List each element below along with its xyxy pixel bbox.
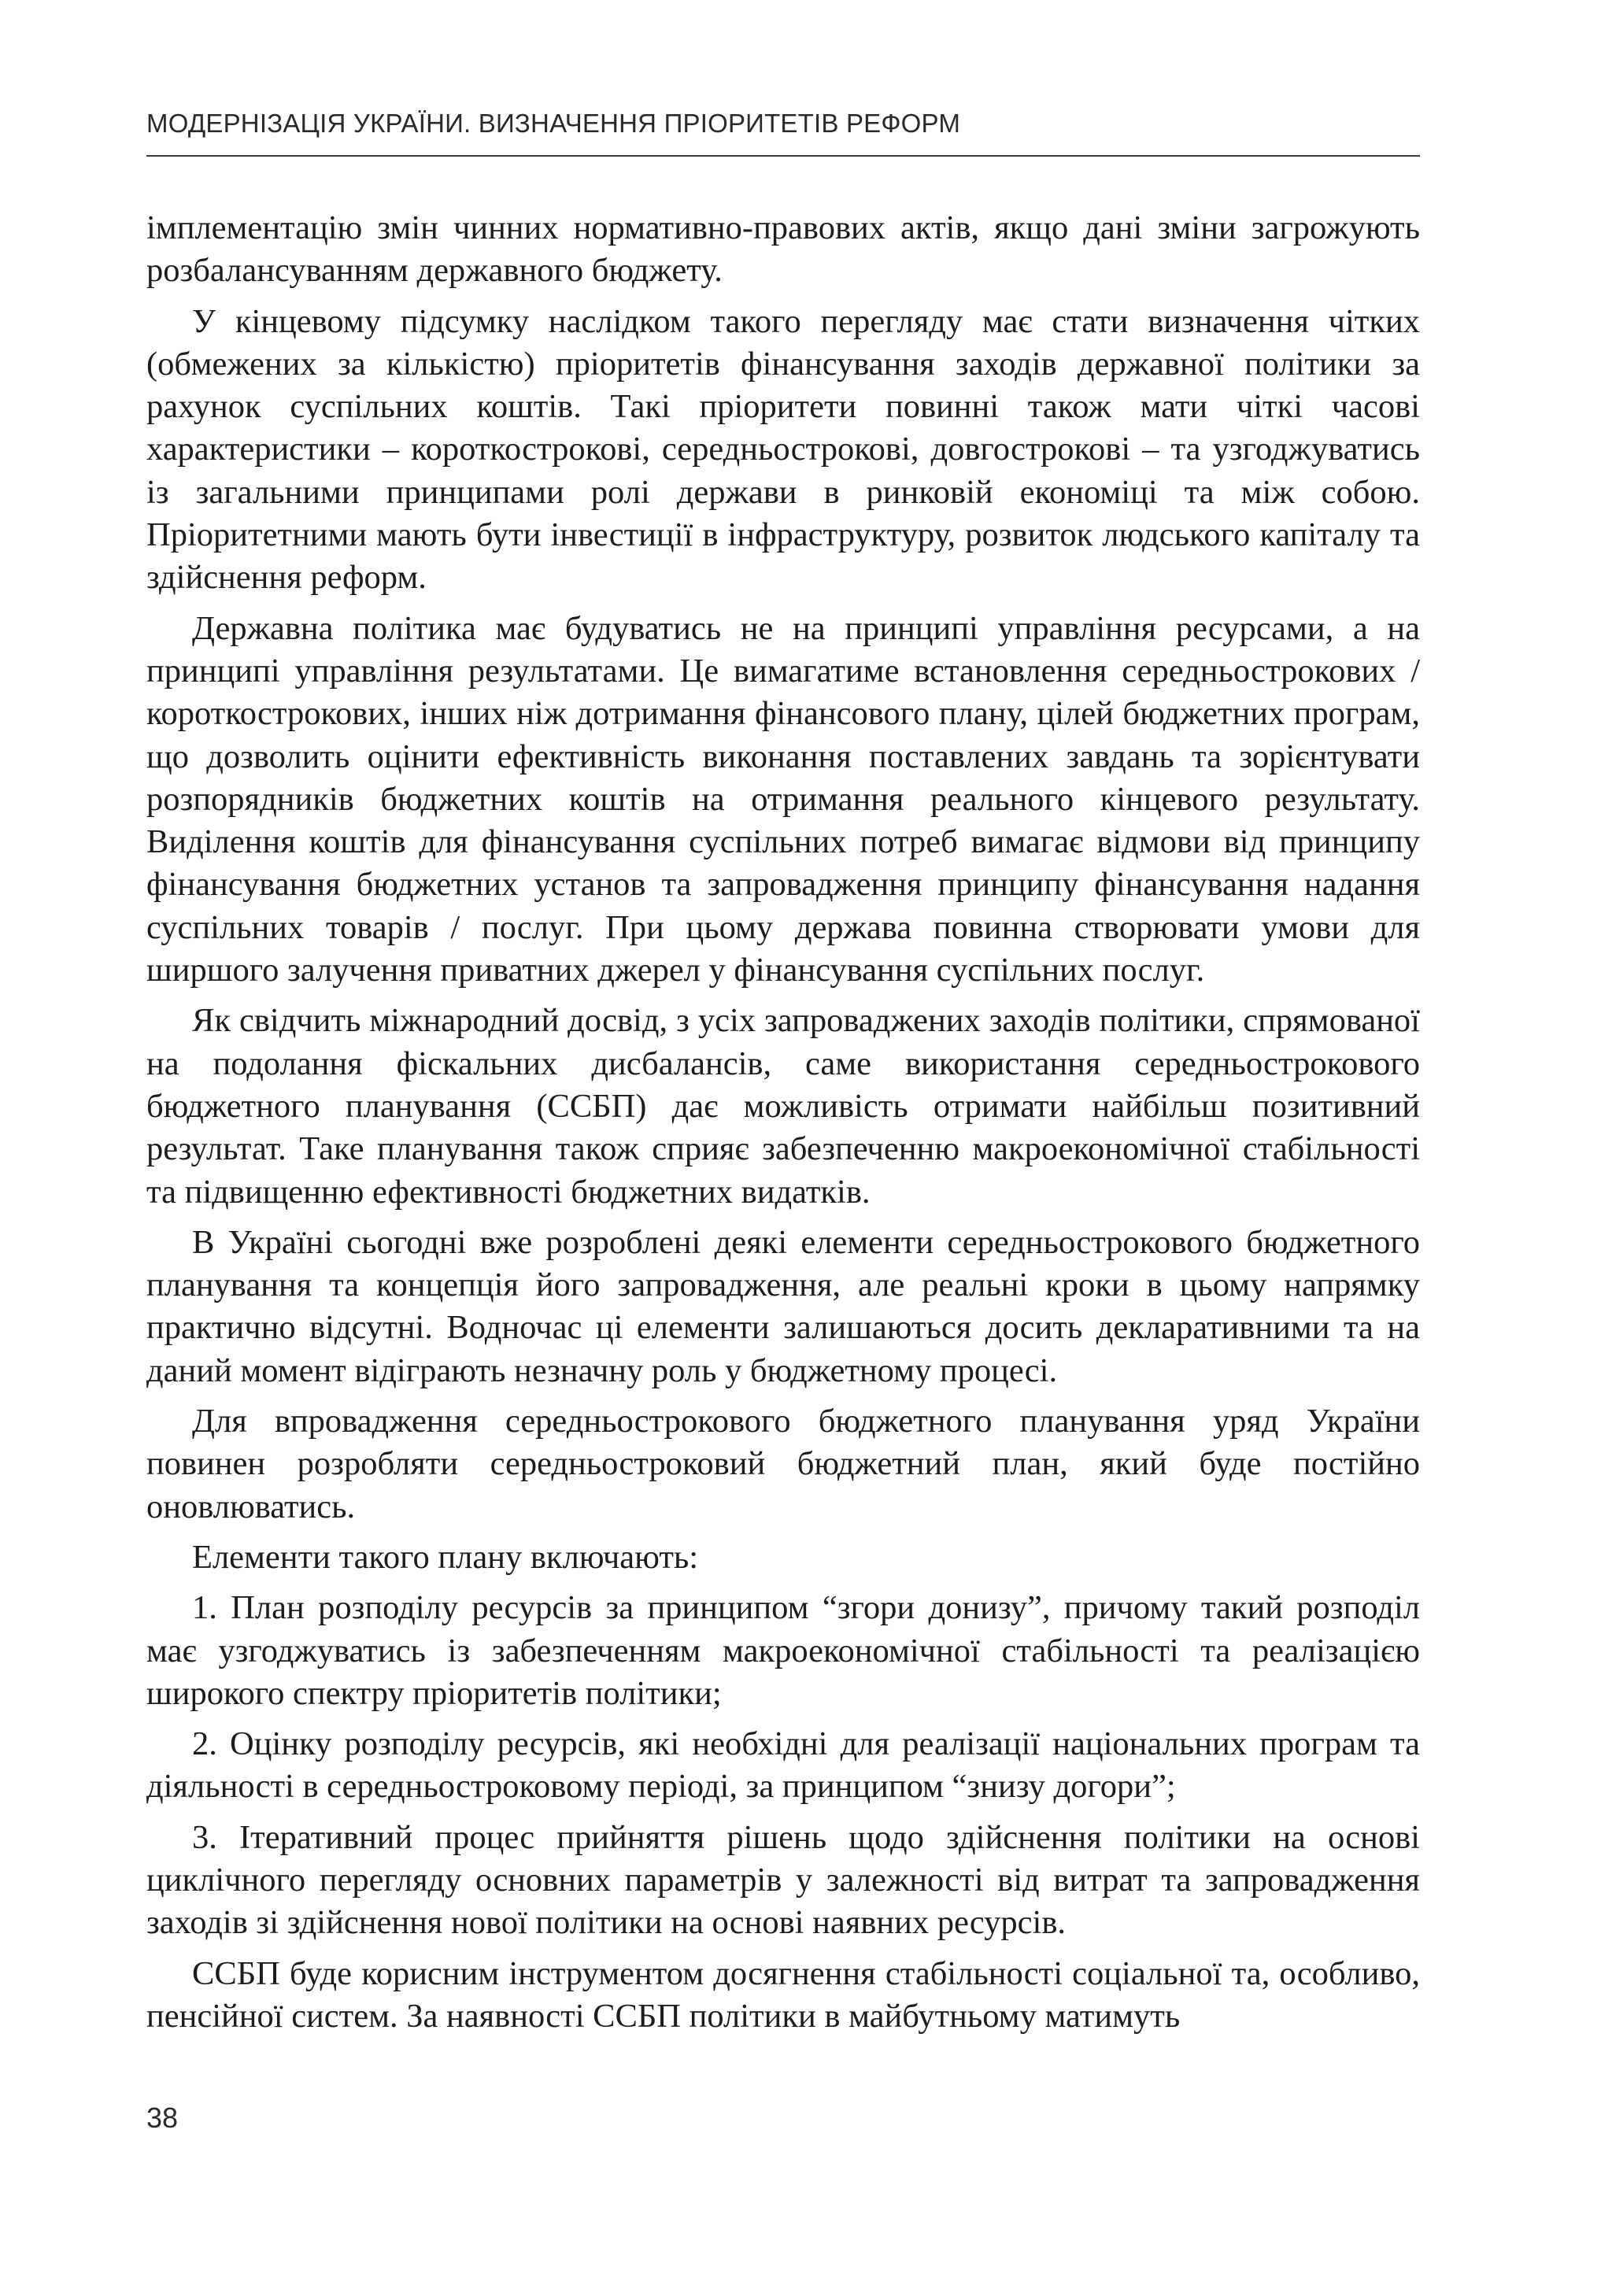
page-body: [146, 207, 1420, 2046]
paragraph: Для впровадження середньострокового бюджетного планування уряд України повинен розробляти середньостроковий бюджетний план, який буде постійно оновлюватись.: [146, 1403, 1420, 1525]
paragraph: Як свідчить міжнародний досвід, з усіх запроваджених заходів політики, спрямованої на подолання фіскальних дисбалансів, саме використання середньострокового бюджетного планування (ССБП) дає можливість отримати найбільш позитивний результат. Таке планування також сприяє забезпеченню макроекономічної стабільності та підвищенню ефективності бюджетних видатків.: [146, 1002, 1420, 1211]
paragraph: Елементи такого плану включають:: [192, 1538, 699, 1576]
list-item: 3. Ітеративний процес прийняття рішень щодо здійснення політики на основі циклічного перегляду основних параметрів у залежності від витрат та запровадження заходів зі здійснення нової політики на основі наявних ресурсів.: [146, 1818, 1420, 1942]
paragraph: ССБП буде корисним інструментом досягнення стабільності соціальної та, особливо, пенсійної систем. За наявності ССБП політики в майбутньому матимуть: [146, 1954, 1420, 2035]
paragraph: В Україні сьогодні вже розроблені деякі елементи середньострокового бюджетного планування та концепція його запровадження, але реальні кроки в цьому напрямку практично відсутні. Водночас ці елементи залишаються досить декларативними та на даний момент відіграють незначну роль у бюджетному процесі.: [146, 1223, 1420, 1389]
paragraph: імплементацію змін чинних нормативно-правових актів, якщо дані зміни загрожують розбалансуванням державного бюджету.: [146, 209, 1420, 290]
page-number: 38: [146, 2102, 179, 2134]
header-divider: [146, 155, 1420, 157]
list-item: 1. План розподілу ресурсів за принципом “згори донизу”, причому такий розподіл має узгоджуватись із забезпеченням макроекономічної стабільності та реалізацією широкого спектру пріоритетів політики;: [146, 1589, 1420, 1712]
list-item: 2. Оцінку розподілу ресурсів, які необхідні для реалізації національних програм та діяльності в середньостроковому періоді, за принципом “знизу догори”;: [146, 1725, 1420, 1806]
paragraph: У кінцевому підсумку наслідком такого перегляду має стати визначення чітких (обмежених за кількістю) пріоритетів фінансування заходів державної політики за рахунок суспільних коштів. Такі пріоритети повинні також мати чіткі часові характеристики – короткострокові, середньострокові, довгострокові – та узгоджуватись із загальними принципами ролі держави в ринковій економіці та між собою. Пріоритетними мають бути інвестиції в інфраструктуру, розвиток людського капіталу та здійснення реформ.: [146, 302, 1420, 597]
running-header: МОДЕРНІЗАЦІЯ УКРАЇНИ. ВИЗНАЧЕННЯ ПРІОРИТЕТІВ РЕФОРМ: [146, 109, 961, 138]
paragraph: Державна політика має будуватись не на принципі управління ресурсами, а на принципі управління результатами. Це вимагатиме встановлення середньострокових / короткострокових, інших ніж дотримання фінансового плану, цілей бюджетних програм, що дозволить оцінити ефективність виконання поставлених завдань та зорієнтувати розпорядників бюджетних коштів на отримання реального кінцевого результату. Виділення коштів для фінансування суспільних потреб вимагає відмови від принципу фінансування бюджетних установ та запровадження принципу фінансування надання суспільних товарів / послуг. При цьому держава повинна створювати умови для ширшого залучення приватних джерел у фінансування суспільних послуг.: [146, 609, 1420, 989]
